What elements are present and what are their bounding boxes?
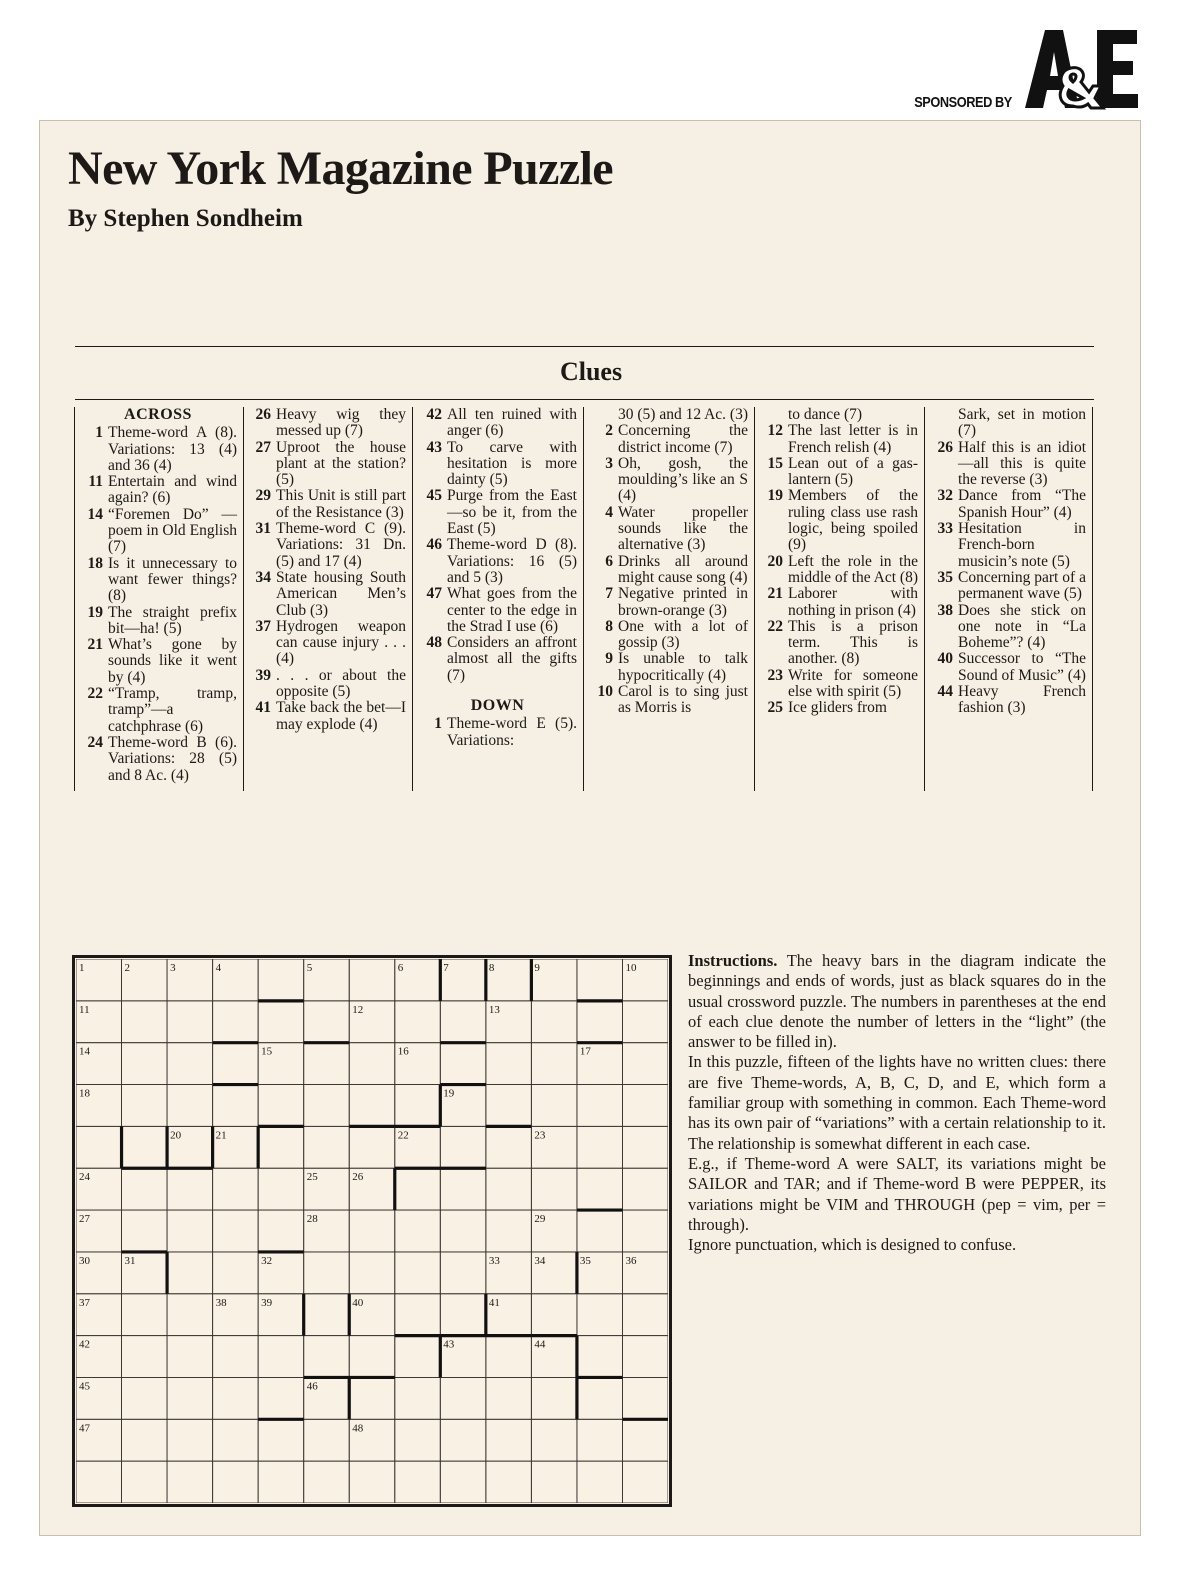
clue-text: Water propeller sounds like the alternative (3) xyxy=(618,503,748,554)
clue xyxy=(759,456,918,489)
sponsor-label: SPONSORED BY xyxy=(914,94,1012,111)
clue xyxy=(247,407,406,440)
clue-text: Is it unnecessary to want fewer things? (8) xyxy=(108,554,237,605)
clue-text: “Foremen Do” —poem in Old English (7) xyxy=(108,505,237,556)
clue xyxy=(589,651,748,684)
grid-number: 7 xyxy=(443,962,449,974)
clue-text: Theme-word A (8). Variations: 13 (4) and 36 (4) xyxy=(108,424,237,474)
clue xyxy=(929,488,1086,521)
clue xyxy=(929,651,1086,684)
clue-number: 41 xyxy=(255,699,271,717)
grid-number: 27 xyxy=(79,1213,90,1226)
grid-number: 47 xyxy=(79,1422,90,1435)
clue-number: 7 xyxy=(605,585,613,603)
grid-number: 33 xyxy=(488,1254,500,1267)
across-heading: ACROSS xyxy=(124,407,192,423)
clue-text: Concerning part of a permanent wave (5) xyxy=(958,568,1086,603)
clue-text: What’s gone by sounds like it went by (4) xyxy=(108,636,237,686)
instructions-p4: Ignore punctuation, which is designed to confuse. xyxy=(688,1235,1017,1255)
clue xyxy=(589,456,748,505)
clue-number: 31 xyxy=(255,520,271,538)
clue-number: 33 xyxy=(937,520,953,538)
clue-column-1 xyxy=(74,407,244,791)
grid-number: 35 xyxy=(579,1254,591,1267)
clue-column-6 xyxy=(925,407,1093,791)
clue xyxy=(929,603,1086,652)
clue-number: 45 xyxy=(426,487,442,505)
clues-heading: Clues xyxy=(559,357,623,386)
clue-number: 43 xyxy=(426,438,442,456)
clue-text: Theme-word D (8). Variations: 16 (5) and 5 (3) xyxy=(447,536,577,586)
clue-text: The last letter is in French relish (4) xyxy=(788,422,918,456)
grid-number: 32 xyxy=(261,1254,273,1267)
clue xyxy=(247,521,406,570)
grid-number: 28 xyxy=(306,1213,318,1226)
grid-number: 9 xyxy=(534,962,540,974)
clue xyxy=(79,556,237,605)
clue-text: Dance from “The Spanish Hour” (4) xyxy=(958,487,1086,521)
clue-number: 1 xyxy=(434,715,442,733)
clue-text: Successor to “The Sound of Music” (4) xyxy=(958,650,1086,684)
clue-number: 14 xyxy=(87,505,103,523)
clue-text: Uproot the house plant at the station? (5) xyxy=(276,438,406,489)
clue-text: Carol is to sing just as Morris is xyxy=(618,683,748,717)
clue-number: 29 xyxy=(255,487,271,505)
clue xyxy=(589,407,748,423)
grid-number: 3 xyxy=(170,962,176,974)
grid-number: 13 xyxy=(488,1003,500,1016)
clue xyxy=(759,554,918,587)
clue-number: 19 xyxy=(767,487,783,505)
down-heading: DOWN xyxy=(470,697,525,715)
clue xyxy=(929,521,1086,570)
instructions xyxy=(688,951,1106,1255)
clue-number: 2 xyxy=(605,422,613,440)
grid-number: 16 xyxy=(397,1045,409,1058)
clue-text: Laborer with nothing in prison (4) xyxy=(788,585,918,619)
clue-text: This Unit is still part of the Resistance (3) xyxy=(276,487,406,521)
clue-text: Purge from the East—so be it, from the East (5) xyxy=(447,487,577,538)
clue xyxy=(589,586,748,619)
clue-number: 48 xyxy=(426,634,442,652)
grid-number: 39 xyxy=(261,1296,273,1309)
clue-text: Is unable to talk hypocritically (4) xyxy=(618,650,748,684)
clue-column-3 xyxy=(414,407,584,791)
grid-number: 45 xyxy=(79,1380,90,1393)
clues-rule xyxy=(75,399,1094,400)
grid-number: 1 xyxy=(79,962,85,974)
clue xyxy=(759,407,918,423)
clue-number: 47 xyxy=(426,585,442,603)
clue-number: 11 xyxy=(88,473,103,491)
clue xyxy=(759,423,918,456)
clue-number: 9 xyxy=(605,650,613,668)
clue-text: Theme-word C (9). Variations: 31 Dn. (5) and 17 (4) xyxy=(276,520,406,570)
grid-number: 23 xyxy=(534,1129,546,1142)
grid-number: 10 xyxy=(625,962,637,974)
clue xyxy=(247,440,406,489)
clue-text: Sark, set in motion (7) xyxy=(958,407,1086,440)
grid-number: 31 xyxy=(124,1254,136,1267)
clue-text: Heavy French fashion (3) xyxy=(958,683,1086,717)
grid-number: 25 xyxy=(306,1171,318,1184)
clue xyxy=(79,605,237,638)
clue xyxy=(79,735,237,784)
clue-number: 10 xyxy=(597,683,613,701)
clue-text: State housing South American Men’s Club (3) xyxy=(276,568,406,619)
clue-number: 20 xyxy=(767,552,783,570)
grid-number: 18 xyxy=(79,1087,90,1100)
clue-number: 42 xyxy=(426,407,442,423)
clue-text: Heavy wig they messed up (7) xyxy=(276,407,406,440)
page-title: New York Magazine Puzzle xyxy=(68,142,614,195)
clue xyxy=(759,700,918,716)
clue-text: 30 (5) and 12 Ac. (3) xyxy=(618,407,748,423)
clue xyxy=(929,684,1086,717)
clue-text: Half this is an idiot—all this is quite the reverse (3) xyxy=(958,438,1086,489)
clue-number: 46 xyxy=(426,536,442,554)
clue xyxy=(247,488,406,521)
clue-text: . . . or about the opposite (5) xyxy=(276,666,406,701)
puzzle-page xyxy=(39,120,1141,1536)
clue-number: 25 xyxy=(767,699,783,717)
clue-number: 37 xyxy=(255,617,271,635)
clue xyxy=(759,668,918,701)
clue-text: Theme-word B (6). Variations: 28 (5) and 8 Ac. (4) xyxy=(108,733,237,784)
grid-number: 29 xyxy=(534,1213,546,1226)
clue-column-5 xyxy=(755,407,925,791)
grid-number: 2 xyxy=(124,962,131,974)
clue-text: Write for someone else with spirit (5) xyxy=(788,666,918,701)
clue-number: 12 xyxy=(767,422,783,440)
clue xyxy=(589,423,748,456)
instructions-p3: E.g., if Theme-word A were SALT, its variations might be SAILOR and TAR; and if Theme-word B were PEPPER, its variations might be VIM and THROUGH (pep = vim, per = through). xyxy=(688,1153,1106,1234)
clue-column-2 xyxy=(243,407,413,791)
clue-text: Ice gliders from xyxy=(788,699,887,717)
clue xyxy=(759,586,918,619)
clue-text: The straight prefix bit—ha! (5) xyxy=(108,603,237,637)
grid-number: 42 xyxy=(79,1338,90,1351)
clue xyxy=(759,619,918,668)
byline: By Stephen Sondheim xyxy=(68,205,303,232)
grid-number: 24 xyxy=(79,1171,90,1184)
clue xyxy=(79,425,237,474)
clue xyxy=(589,554,748,587)
clue xyxy=(418,440,577,489)
grid-number: 37 xyxy=(79,1296,90,1309)
clue-number: 22 xyxy=(767,617,783,635)
clue-column-4 xyxy=(585,407,755,791)
grid-number: 21 xyxy=(215,1129,227,1142)
clue-text: Entertain and wind again? (6) xyxy=(108,473,237,507)
clue-number: 40 xyxy=(937,650,953,668)
clue xyxy=(418,537,577,586)
clue xyxy=(929,440,1086,489)
clue-number: 26 xyxy=(255,407,271,423)
clue xyxy=(418,407,577,440)
clue xyxy=(418,716,577,749)
grid-number: 6 xyxy=(397,962,404,974)
grid-number: 14 xyxy=(79,1045,90,1058)
grid-number: 44 xyxy=(534,1338,546,1351)
ae-logo xyxy=(1023,28,1139,110)
grid-number: 43 xyxy=(443,1338,455,1351)
grid-number: 48 xyxy=(352,1422,364,1435)
clue-number: 27 xyxy=(255,438,271,456)
instructions-p1: The heavy bars in the diagram indicate the beginnings and ends of words, just as black squares do in the usual crossword puzzle. The numbers in parentheses at the end of each clue denote the number of letters in the “light” (the answer to be filled in). xyxy=(688,951,1106,1052)
clue-number: 21 xyxy=(87,636,103,654)
grid-number: 11 xyxy=(79,1003,90,1016)
clue xyxy=(247,700,406,733)
grid-number: 34 xyxy=(534,1254,546,1267)
clue-text: Concerning the district income (7) xyxy=(618,422,748,456)
grid-number: 15 xyxy=(261,1045,273,1058)
clue-number: 4 xyxy=(605,503,613,521)
crossword-grid[interactable] xyxy=(76,959,668,1503)
clue-text: “Tramp, tramp, tramp”—a catchphrase (6) xyxy=(108,685,237,735)
clue-number: 15 xyxy=(767,454,783,472)
clue-number: 8 xyxy=(605,617,613,635)
clue xyxy=(79,686,237,735)
clue-text: Take back the bet—I may explode (4) xyxy=(276,699,406,733)
clue-number: 21 xyxy=(767,585,783,603)
instructions-p2: In this puzzle, fifteen of the lights have no written clues: there are five Theme-words, A, B, C, D, and E, which form a familiar group with something in common. Each Theme-word has its own pair of “variations” with a certain relationship to it. The relationship is somewhat different in each case. xyxy=(688,1052,1106,1153)
clue xyxy=(79,474,237,507)
grid-number: 12 xyxy=(352,1003,364,1016)
clue-number: 38 xyxy=(937,601,953,619)
grid-number: 46 xyxy=(306,1380,318,1393)
clue-number: 34 xyxy=(255,568,271,586)
clue-number: 35 xyxy=(937,568,953,586)
clue-number: 32 xyxy=(937,487,953,505)
clue-text: Members of the ruling class use rash logic, being spoiled (9) xyxy=(788,487,918,554)
instructions-lead: Instructions. xyxy=(688,951,778,970)
clue-text: One with a lot of gossip (3) xyxy=(618,617,748,652)
clue xyxy=(247,619,406,668)
grid-number: 19 xyxy=(443,1087,455,1100)
clue-number: 24 xyxy=(87,733,103,751)
clue xyxy=(79,507,237,556)
clue xyxy=(589,505,748,554)
clue-text: Hesitation in French-born musicin’s note (5) xyxy=(958,520,1086,570)
clue-text: Oh, gosh, the moulding’s like an S (4) xyxy=(618,454,748,505)
clue-number: 26 xyxy=(937,438,953,456)
clue-number: 6 xyxy=(605,552,613,570)
grid-number: 22 xyxy=(397,1129,409,1142)
grid-number: 4 xyxy=(215,962,222,974)
clue-text: to dance (7) xyxy=(788,407,863,423)
clue xyxy=(929,570,1086,603)
clue xyxy=(759,488,918,553)
clue-text: Considers an affront almost all the gifts (7) xyxy=(447,634,577,684)
clue-text: Lean out of a gas-lantern (5) xyxy=(788,454,918,489)
clue-number: 39 xyxy=(255,666,271,684)
grid-number: 26 xyxy=(352,1171,364,1184)
clue xyxy=(247,668,406,701)
grid-number: 40 xyxy=(352,1296,364,1309)
clue-number: 18 xyxy=(87,554,103,572)
grid-number: 38 xyxy=(215,1296,227,1309)
clue xyxy=(418,488,577,537)
clue-number: 22 xyxy=(87,685,103,703)
grid-number: 41 xyxy=(488,1296,500,1309)
clue xyxy=(589,619,748,652)
grid-number: 8 xyxy=(488,962,495,974)
clue xyxy=(589,684,748,717)
grid-number: 20 xyxy=(170,1129,182,1142)
grid-background xyxy=(76,959,668,1503)
grid-number: 30 xyxy=(79,1254,90,1267)
clue xyxy=(929,407,1086,440)
clue-text: Theme-word E (5). Variations: xyxy=(447,715,577,749)
clue-text: Negative printed in brown-orange (3) xyxy=(618,585,748,619)
clue-number: 23 xyxy=(767,666,783,684)
clue-text: What goes from the center to the edge in the Strad I use (6) xyxy=(447,585,577,635)
clue xyxy=(418,586,577,635)
clue-number: 44 xyxy=(937,683,953,701)
clue-text: To carve with hesitation is more dainty (5) xyxy=(447,438,577,489)
clue-text: This is a prison term. This is another. (8) xyxy=(788,617,918,668)
clue-text: Drinks all around might cause song (4) xyxy=(618,552,748,586)
clue xyxy=(418,635,577,684)
clue-number: 1 xyxy=(95,424,103,442)
top-rule xyxy=(75,346,1094,347)
grid-number: 36 xyxy=(625,1254,637,1267)
clue-text: Left the role in the middle of the Act (8) xyxy=(788,552,918,586)
clue-number: 3 xyxy=(605,454,613,472)
sponsor-banner xyxy=(889,28,1139,110)
grid-number: 5 xyxy=(306,962,313,974)
clue xyxy=(79,637,237,686)
clue-text: Hydrogen weapon can cause injury . . . (4) xyxy=(276,617,406,668)
clue-text: All ten ruined with anger (6) xyxy=(447,407,577,440)
grid-number: 17 xyxy=(579,1045,591,1058)
clue-number: 19 xyxy=(87,603,103,621)
clue xyxy=(247,570,406,619)
clue-text: Does she stick on one note in “La Boheme”? (4) xyxy=(958,601,1086,652)
